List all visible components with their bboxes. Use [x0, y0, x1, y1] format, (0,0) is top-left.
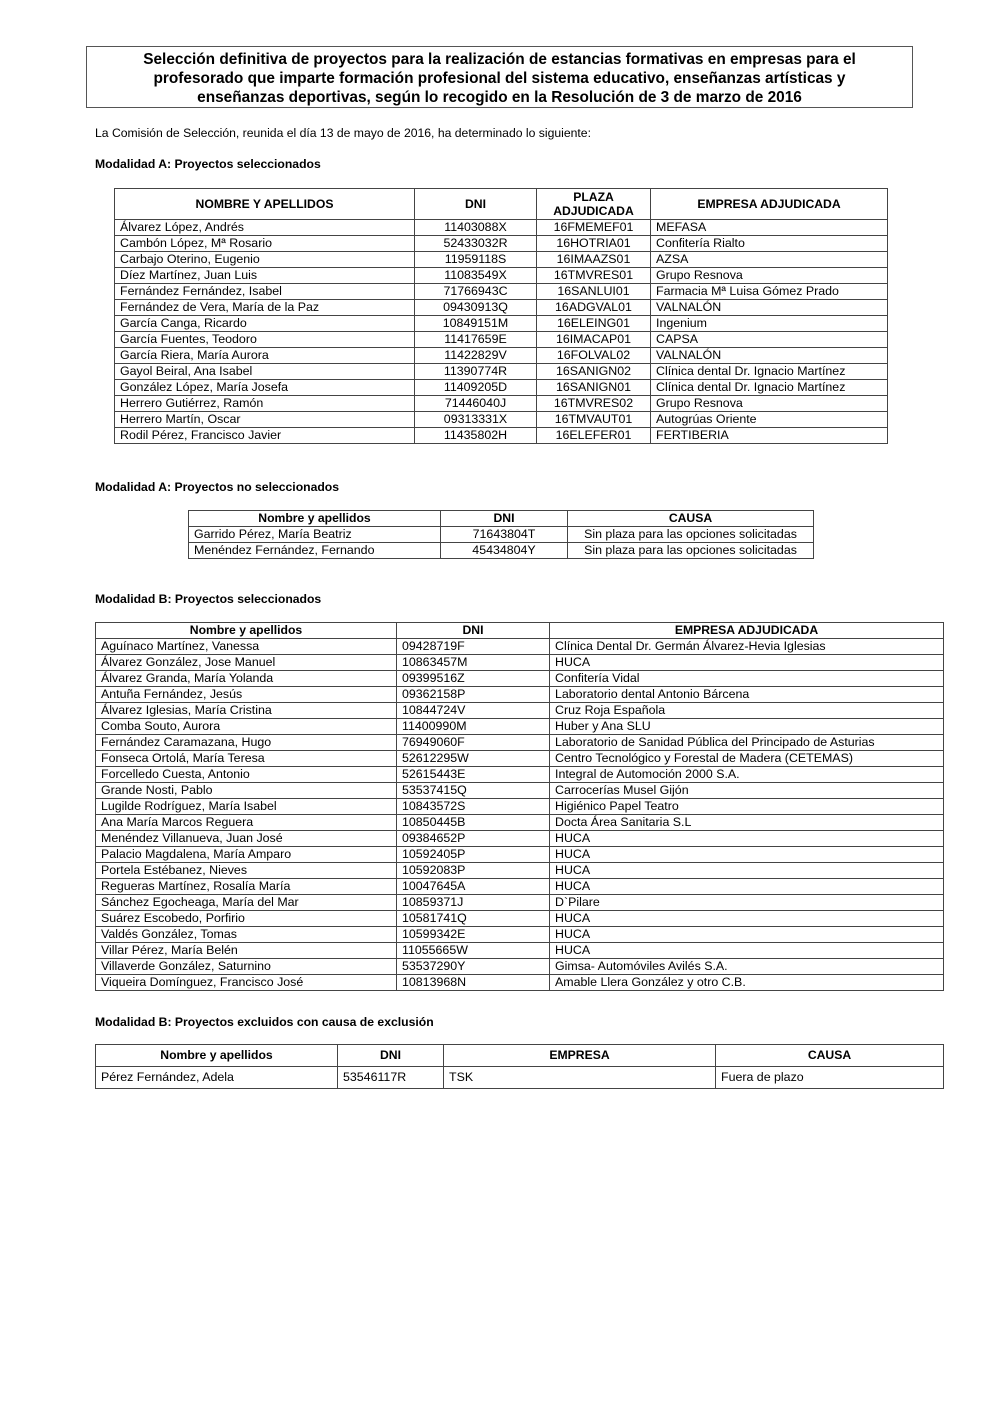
cell-empresa: HUCA: [550, 831, 944, 847]
cell-name: Rodil Pérez, Francisco Javier: [115, 428, 415, 444]
cell-name: Menéndez Fernández, Fernando: [189, 543, 441, 559]
table-row: [96, 863, 944, 879]
cell-name: Cambón López, Mª Rosario: [115, 236, 415, 252]
cell-plaza: 16ELEFER01: [537, 428, 651, 444]
column-header-name: NOMBRE Y APELLIDOS: [115, 189, 415, 220]
cell-plaza: 16HOTRIA01: [537, 236, 651, 252]
table-row: [115, 236, 888, 252]
table-row: [96, 751, 944, 767]
cell-name: Álvarez Granda, María Yolanda: [96, 671, 397, 687]
cell-dni: 71766943C: [415, 284, 537, 300]
column-header-plaza: [537, 189, 651, 220]
cell-empresa: Laboratorio de Sanidad Pública del Principado de Asturias: [550, 735, 944, 751]
column-header-plaza-label: PLAZA ADJUDICADA: [553, 190, 634, 218]
table-row: [96, 767, 944, 783]
cell-empresa: Clínica Dental Dr. Germán Álvarez-Hevia Iglesias: [550, 639, 944, 655]
cell-name: Antuña Fernández, Jesús: [96, 687, 397, 703]
table-row: [115, 316, 888, 332]
cell-name: Álvarez Iglesias, María Cristina: [96, 703, 397, 719]
column-header-dni: DNI: [397, 623, 550, 639]
cell-empresa: Clínica dental Dr. Ignacio Martínez: [651, 364, 888, 380]
cell-empresa: Cruz Roja Española: [550, 703, 944, 719]
table-row: [96, 911, 944, 927]
cell-name: Menéndez Villanueva, Juan José: [96, 831, 397, 847]
cell-dni: 76949060F: [397, 735, 550, 751]
cell-dni: 09384652P: [397, 831, 550, 847]
cell-name: Pérez Fernández, Adela: [96, 1067, 338, 1089]
cell-dni: 11055665W: [397, 943, 550, 959]
cell-plaza: 16TMVRES02: [537, 396, 651, 412]
table-row: [115, 284, 888, 300]
cell-dni: 52433032R: [415, 236, 537, 252]
cell-empresa: HUCA: [550, 911, 944, 927]
cell-name: Fernández Fernández, Isabel: [115, 284, 415, 300]
cell-name: Lugilde Rodríguez, María Isabel: [96, 799, 397, 815]
intro-text: La Comisión de Selección, reunida el día 13 de mayo de 2016, ha determinado lo siguiente:: [95, 126, 591, 140]
cell-empresa: Farmacia Mª Luisa Gómez Prado: [651, 284, 888, 300]
table-row: [96, 847, 944, 863]
table-header-row: [96, 623, 944, 639]
cell-name: Garrido Pérez, María Beatriz: [189, 527, 441, 543]
cell-empresa: HUCA: [550, 927, 944, 943]
cell-empresa: Amable Llera González y otro C.B.: [550, 975, 944, 991]
cell-plaza: 16TMVAUT01: [537, 412, 651, 428]
cell-empresa: Confitería Rialto: [651, 236, 888, 252]
cell-plaza: 16SANIGN02: [537, 364, 651, 380]
cell-dni: 10843572S: [397, 799, 550, 815]
cell-plaza: 16ELEING01: [537, 316, 651, 332]
table-row: [96, 687, 944, 703]
cell-empresa: HUCA: [550, 943, 944, 959]
column-header-causa: CAUSA: [716, 1045, 944, 1067]
cell-causa: Fuera de plazo: [716, 1067, 944, 1089]
cell-name: Viqueira Domínguez, Francisco José: [96, 975, 397, 991]
cell-dni: 10592405P: [397, 847, 550, 863]
section-heading-a-selected: Modalidad A: Proyectos seleccionados: [95, 157, 321, 171]
cell-empresa: Grupo Resnova: [651, 396, 888, 412]
cell-dni: 71446040J: [415, 396, 537, 412]
table-row: [115, 332, 888, 348]
cell-name: Álvarez González, Jose Manuel: [96, 655, 397, 671]
table-row: [115, 428, 888, 444]
cell-name: González López, María Josefa: [115, 380, 415, 396]
title-line: enseñanzas deportivas, según lo recogido en la Resolución de 3 de marzo de 2016: [197, 89, 802, 106]
cell-name: Carbajo Oterino, Eugenio: [115, 252, 415, 268]
cell-empresa: AZSA: [651, 252, 888, 268]
cell-dni: 09399516Z: [397, 671, 550, 687]
cell-plaza: 16FOLVAL02: [537, 348, 651, 364]
table-row: [115, 412, 888, 428]
table-row: [96, 831, 944, 847]
cell-causa: Sin plaza para las opciones solicitadas: [568, 543, 814, 559]
cell-plaza: 16ADGVAL01: [537, 300, 651, 316]
cell-empresa: Docta Área Sanitaria S.L: [550, 815, 944, 831]
cell-plaza: 16TMVRES01: [537, 268, 651, 284]
cell-name: Regueras Martínez, Rosalía María: [96, 879, 397, 895]
cell-empresa: HUCA: [550, 879, 944, 895]
column-header-name: Nombre y apellidos: [96, 623, 397, 639]
column-header-empresa: EMPRESA ADJUDICADA: [651, 189, 888, 220]
cell-dni: 11083549X: [415, 268, 537, 284]
cell-name: Gayol Beiral, Ana Isabel: [115, 364, 415, 380]
cell-empresa: HUCA: [550, 863, 944, 879]
cell-dni: 09362158P: [397, 687, 550, 703]
cell-empresa: Gimsa- Automóviles Avilés S.A.: [550, 959, 944, 975]
cell-empresa: VALNALÓN: [651, 300, 888, 316]
table-row: [96, 703, 944, 719]
cell-dni: 10844724V: [397, 703, 550, 719]
cell-empresa: TSK: [444, 1067, 716, 1089]
cell-dni: 52612295W: [397, 751, 550, 767]
cell-name: Suárez Escobedo, Porfirio: [96, 911, 397, 927]
table-row: [115, 396, 888, 412]
table-row: [96, 1067, 944, 1089]
cell-dni: 11390774R: [415, 364, 537, 380]
cell-dni: 10599342E: [397, 927, 550, 943]
cell-name: García Riera, María Aurora: [115, 348, 415, 364]
cell-name: Palacio Magdalena, María Amparo: [96, 847, 397, 863]
cell-name: Fernández de Vera, María de la Paz: [115, 300, 415, 316]
table-header-row: [189, 511, 814, 527]
cell-dni: 11959118S: [415, 252, 537, 268]
cell-name: Valdés González, Tomas: [96, 927, 397, 943]
cell-name: Forcelledo Cuesta, Antonio: [96, 767, 397, 783]
cell-dni: 11409205D: [415, 380, 537, 396]
table-row: [96, 943, 944, 959]
section-heading-a-not-selected: Modalidad A: Proyectos no seleccionados: [95, 480, 340, 494]
cell-empresa: Higiénico Papel Teatro: [550, 799, 944, 815]
column-header-name: Nombre y apellidos: [189, 511, 441, 527]
cell-empresa: Integral de Automoción 2000 S.A.: [550, 767, 944, 783]
section-heading-b-excluded: Modalidad B: Proyectos excluidos con causa de exclusión: [95, 1015, 434, 1029]
cell-empresa: HUCA: [550, 847, 944, 863]
cell-dni: 10863457M: [397, 655, 550, 671]
cell-empresa: Huber y Ana SLU: [550, 719, 944, 735]
cell-name: Díez Martínez, Juan Luis: [115, 268, 415, 284]
cell-empresa: HUCA: [550, 655, 944, 671]
column-header-dni: DNI: [415, 189, 537, 220]
cell-plaza: 16IMACAP01: [537, 332, 651, 348]
column-header-empresa: EMPRESA: [444, 1045, 716, 1067]
cell-empresa: Centro Tecnológico y Forestal de Madera (CETEMAS): [550, 751, 944, 767]
table-b-excluded: [95, 1044, 944, 1089]
table-row: [96, 895, 944, 911]
cell-dni: 10047645A: [397, 879, 550, 895]
cell-empresa: Autogrúas Oriente: [651, 412, 888, 428]
cell-name: Fonseca Ortolá, María Teresa: [96, 751, 397, 767]
cell-plaza: 16IMAAZS01: [537, 252, 651, 268]
table-row: [115, 252, 888, 268]
column-header-dni: DNI: [441, 511, 568, 527]
cell-dni: 53537290Y: [397, 959, 550, 975]
cell-dni: 10859371J: [397, 895, 550, 911]
column-header-empresa: EMPRESA ADJUDICADA: [550, 623, 944, 639]
table-row: [96, 639, 944, 655]
cell-empresa: Clínica dental Dr. Ignacio Martínez: [651, 380, 888, 396]
cell-empresa: VALNALÓN: [651, 348, 888, 364]
cell-dni: 11417659E: [415, 332, 537, 348]
table-row: [115, 300, 888, 316]
cell-plaza: 16SANIGN01: [537, 380, 651, 396]
cell-empresa: Grupo Resnova: [651, 268, 888, 284]
cell-name: Grande Nosti, Pablo: [96, 783, 397, 799]
table-row: [96, 927, 944, 943]
column-header-dni: DNI: [338, 1045, 444, 1067]
table-row: [115, 268, 888, 284]
cell-dni: 10813968N: [397, 975, 550, 991]
table-header-row: [115, 189, 888, 220]
cell-name: Sánchez Egocheaga, María del Mar: [96, 895, 397, 911]
table-row: [96, 671, 944, 687]
cell-dni: 09428719F: [397, 639, 550, 655]
section-heading-b-selected: Modalidad B: Proyectos seleccionados: [95, 592, 322, 606]
cell-empresa: Carrocerías Musel Gijón: [550, 783, 944, 799]
table-header-row: [96, 1045, 944, 1067]
table-a-selected: [114, 188, 888, 444]
column-header-causa: CAUSA: [568, 511, 814, 527]
cell-dni: 10850445B: [397, 815, 550, 831]
table-row: [96, 879, 944, 895]
cell-name: Ana María Marcos Reguera: [96, 815, 397, 831]
cell-name: Comba Souto, Aurora: [96, 719, 397, 735]
cell-name: Herrero Gutiérrez, Ramón: [115, 396, 415, 412]
table-row: [115, 364, 888, 380]
table-row: [189, 543, 814, 559]
cell-causa: Sin plaza para las opciones solicitadas: [568, 527, 814, 543]
table-row: [96, 655, 944, 671]
table-row: [115, 348, 888, 364]
cell-dni: 11422829V: [415, 348, 537, 364]
cell-dni: 52615443E: [397, 767, 550, 783]
column-header-name: Nombre y apellidos: [96, 1045, 338, 1067]
cell-dni: 09430913Q: [415, 300, 537, 316]
title-line: Selección definitiva de proyectos para la realización de estancias formativas en empresas para el: [143, 51, 856, 68]
cell-dni: 45434804Y: [441, 543, 568, 559]
document-title: [86, 46, 913, 108]
table-row: [96, 959, 944, 975]
cell-empresa: Confitería Vidal: [550, 671, 944, 687]
cell-empresa: Laboratorio dental Antonio Bárcena: [550, 687, 944, 703]
cell-name: Portela Estébanez, Nieves: [96, 863, 397, 879]
table-row: [115, 220, 888, 236]
cell-empresa: D`Pilare: [550, 895, 944, 911]
cell-name: García Canga, Ricardo: [115, 316, 415, 332]
cell-empresa: Ingenium: [651, 316, 888, 332]
cell-name: Álvarez López, Andrés: [115, 220, 415, 236]
cell-dni: 53546117R: [338, 1067, 444, 1089]
cell-name: Villaverde González, Saturnino: [96, 959, 397, 975]
cell-empresa: MEFASA: [651, 220, 888, 236]
cell-dni: 11403088X: [415, 220, 537, 236]
cell-dni: 53537415Q: [397, 783, 550, 799]
cell-dni: 11400990M: [397, 719, 550, 735]
cell-name: García Fuentes, Teodoro: [115, 332, 415, 348]
cell-name: Fernández Caramazana, Hugo: [96, 735, 397, 751]
table-row: [96, 719, 944, 735]
cell-empresa: CAPSA: [651, 332, 888, 348]
table-row: [189, 527, 814, 543]
table-row: [96, 799, 944, 815]
table-row: [96, 815, 944, 831]
cell-dni: 10581741Q: [397, 911, 550, 927]
cell-dni: 11435802H: [415, 428, 537, 444]
cell-plaza: 16FMEMEF01: [537, 220, 651, 236]
table-b-selected: [95, 622, 944, 991]
cell-plaza: 16SANLUI01: [537, 284, 651, 300]
cell-dni: 10849151M: [415, 316, 537, 332]
table-row: [96, 975, 944, 991]
cell-dni: 10592083P: [397, 863, 550, 879]
cell-name: Aguínaco Martínez, Vanessa: [96, 639, 397, 655]
cell-dni: 09313331X: [415, 412, 537, 428]
table-a-not-selected: [188, 510, 814, 559]
cell-dni: 71643804T: [441, 527, 568, 543]
cell-empresa: FERTIBERIA: [651, 428, 888, 444]
table-row: [96, 735, 944, 751]
table-row: [96, 783, 944, 799]
title-line: profesorado que imparte formación profesional del sistema educativo, enseñanzas artísticas y: [153, 70, 846, 87]
cell-name: Herrero Martín, Oscar: [115, 412, 415, 428]
cell-name: Villar Pérez, María Belén: [96, 943, 397, 959]
table-row: [115, 380, 888, 396]
